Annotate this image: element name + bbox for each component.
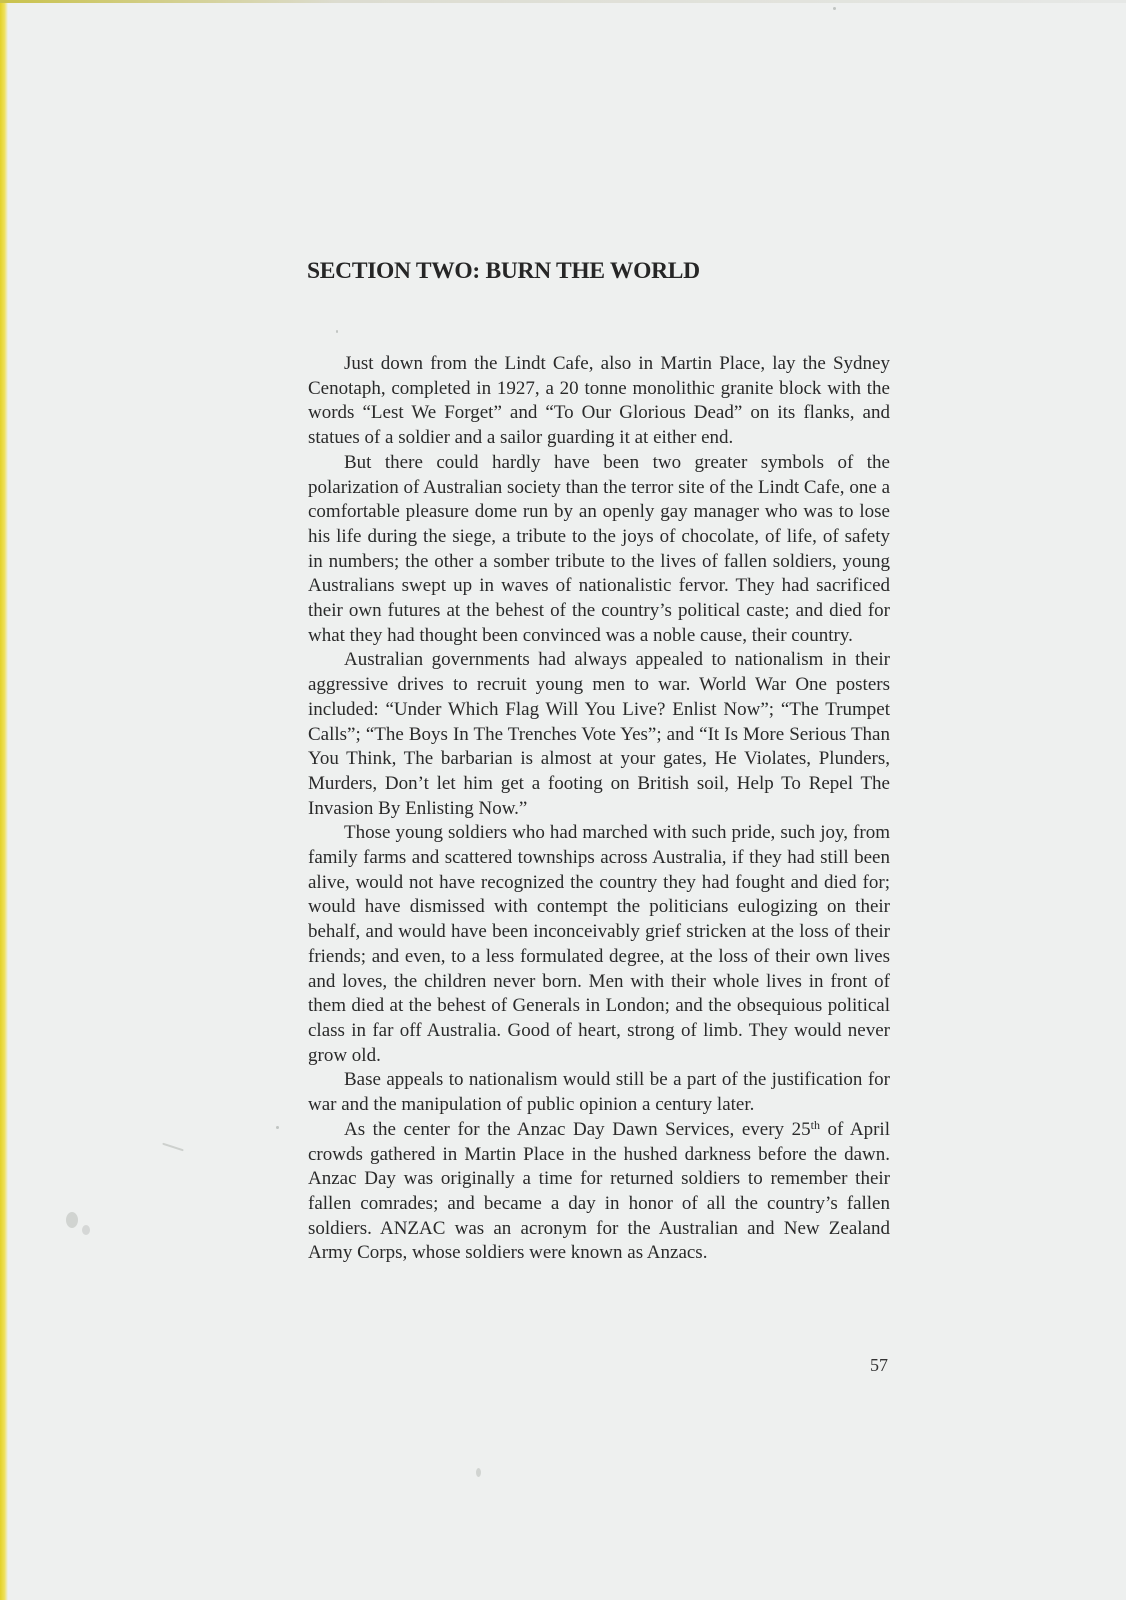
scan-speck bbox=[476, 1468, 481, 1477]
scan-speck bbox=[833, 7, 836, 10]
paragraph: Those young soldiers who had marched with such pride, such joy, from family farms and scattered townships across Australia, if they had still been alive, would not have recognized the country they had fought and died for; would have dismissed with contempt the politicians eulogizing on their behalf, and would have been inconceivably grief stricken at the loss of their friends; and even, to a less formulated degree, at the loss of their own lives and loves, the children never born. Men with their whole lives in front of them died at the behest of Generals in London; and the obsequious political class in far off Australia. Good of heart, strong of limb. They would never grow old. bbox=[308, 822, 890, 1066]
ordinal-superscript: th bbox=[810, 1117, 820, 1132]
scan-speck bbox=[82, 1225, 90, 1235]
scan-speck bbox=[336, 330, 338, 333]
paragraph: But there could hardly have been two greater symbols of the polarization of Australian society than the terror site of the Lindt Cafe, one a comfortable pleasure dome run by an openly gay manager who was to lose his life during the siege, a tribute to the joys of chocolate, of life, of safety in numbers; the other a somber tribute to the lives of fallen soldiers, young Australians swept up in waves of nationalistic fervor. They had sacrificed their own futures at the behest of the country’s political caste; and died for what they had thought been convinced was a noble cause, their country. bbox=[308, 451, 890, 646]
page-spine-edge bbox=[0, 0, 8, 1600]
page-top-edge bbox=[0, 0, 1126, 3]
paragraph-text: As the center for the Anzac Day Dawn Services, every 25 bbox=[344, 1118, 811, 1140]
paragraph bbox=[308, 1118, 890, 1266]
page-number: 57 bbox=[870, 1355, 888, 1375]
paragraph: Base appeals to nationalism would still be a part of the justification for war and the manipulation of public opinion a century later. bbox=[308, 1069, 890, 1116]
paragraph: Australian governments had always appealed to nationalism in their aggressive drives to recruit young men to war. World War One posters included: “Under Which Flag Will You Live? Enlist Now”; “The Trumpet Calls”; “The Boys In The Trenches Vote Yes”; and “It Is More Serious Than You Think, The barbarian is almost at your gates, He Violates, Plunders, Murders, Don’t let him get a footing on British soil, Help To Repel The Invasion By Enlisting Now.” bbox=[308, 649, 890, 819]
body-text bbox=[308, 352, 890, 1266]
scan-speck bbox=[66, 1212, 78, 1228]
paragraph: Just down from the Lindt Cafe, also in Martin Place, lay the Sydney Cenotaph, completed in 1927, a 20 tonne monolithic granite block with the words “Lest We Forget” and “To Our Glorious Dead” on its flanks, and statues of a soldier and a sailor guarding it at either end. bbox=[308, 353, 890, 449]
scan-speck bbox=[162, 1143, 184, 1152]
paragraph-text: of April crowds gathered in Martin Place in the hushed darkness before the dawn. Anzac Day was originally a time for returned soldiers to remember their fallen comrades; and became a day in honor of all the country’s fallen soldiers. ANZAC was an acronym for the Australian and New Zealand Army Corps, whose soldiers were known as Anzacs. bbox=[308, 1118, 890, 1264]
scan-speck bbox=[276, 1126, 279, 1129]
section-heading: SECTION TWO: BURN THE WORLD bbox=[307, 258, 700, 284]
